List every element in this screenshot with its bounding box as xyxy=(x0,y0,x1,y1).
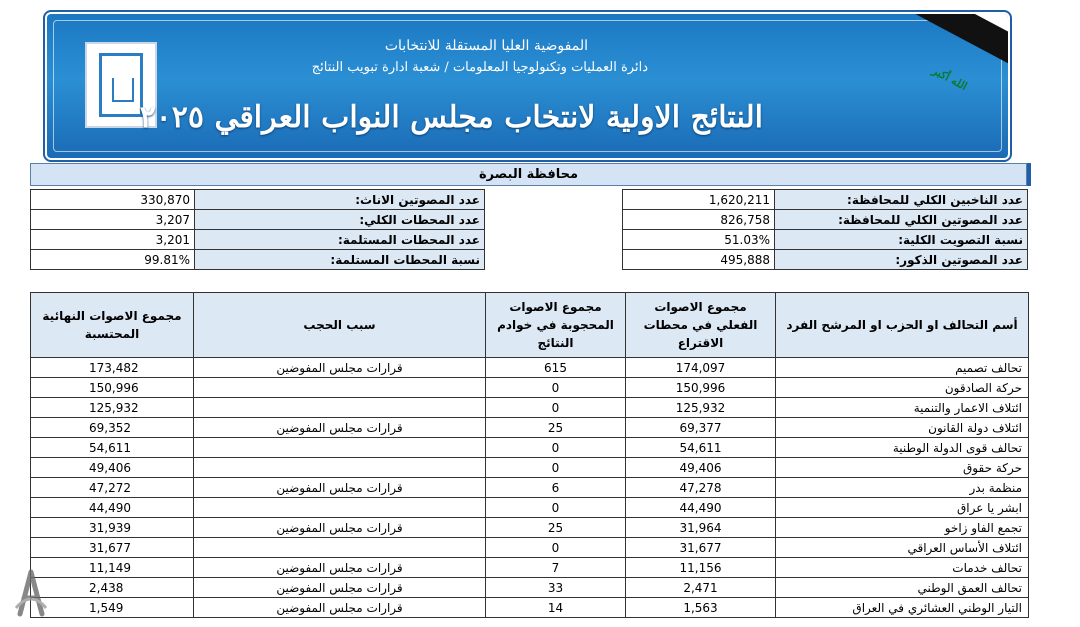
entity-name-cell: تحالف خدمات xyxy=(776,558,1029,578)
summary-row xyxy=(31,250,485,270)
summary-label: عدد المحطات الكلي: xyxy=(195,210,485,230)
final-votes-cell: 150,996 xyxy=(31,378,194,398)
table-row xyxy=(31,418,1029,438)
withheld-votes-cell: 6 xyxy=(486,478,626,498)
summary-label: عدد المصوتين الكلي للمحافظة: xyxy=(775,210,1028,230)
entity-name-cell: تجمع الفاو زاخو xyxy=(776,518,1029,538)
reason-cell: قرارات مجلس المفوضين xyxy=(194,358,486,378)
final-votes-cell: 69,352 xyxy=(31,418,194,438)
summary-label: نسبة المحطات المستلمة: xyxy=(195,250,485,270)
summary-label: عدد المحطات المستلمة: xyxy=(195,230,485,250)
page-title: النتائج الاولية لانتخاب مجلس النواب العراقي ٢٠٢٥ xyxy=(139,100,763,135)
summary-row xyxy=(623,250,1028,270)
table-row xyxy=(31,518,1029,538)
summary-row xyxy=(31,190,485,210)
table-row xyxy=(31,538,1029,558)
actual-votes-cell: 44,490 xyxy=(626,498,776,518)
summary-row xyxy=(623,210,1028,230)
withheld-votes-cell: 7 xyxy=(486,558,626,578)
summary-value: 1,620,211 xyxy=(623,190,775,210)
actual-votes-cell: 125,932 xyxy=(626,398,776,418)
summary-label: نسبة التصويت الكلية: xyxy=(775,230,1028,250)
summary-right-table xyxy=(622,189,1028,270)
actual-votes-cell: 31,677 xyxy=(626,538,776,558)
table-row xyxy=(31,478,1029,498)
summary-value: 3,207 xyxy=(31,210,195,230)
entity-name-cell: تحالف العمق الوطني xyxy=(776,578,1029,598)
final-votes-cell: 44,490 xyxy=(31,498,194,518)
entity-name-cell: تحالف قوى الدولة الوطنية xyxy=(776,438,1029,458)
withheld-votes-cell: 33 xyxy=(486,578,626,598)
actual-votes-cell: 31,964 xyxy=(626,518,776,538)
final-votes-cell: 31,677 xyxy=(31,538,194,558)
actual-votes-cell: 54,611 xyxy=(626,438,776,458)
withheld-votes-cell: 0 xyxy=(486,378,626,398)
table-row xyxy=(31,358,1029,378)
table-row xyxy=(31,438,1029,458)
summary-value: 99.81% xyxy=(31,250,195,270)
province-title: محافظة البصرة xyxy=(30,163,1027,186)
summary-label: عدد المصوتين الاناث: xyxy=(195,190,485,210)
table-row xyxy=(31,458,1029,478)
actual-votes-cell: 47,278 xyxy=(626,478,776,498)
final-votes-cell: 49,406 xyxy=(31,458,194,478)
final-votes-cell: 47,272 xyxy=(31,478,194,498)
header-final-votes: مجموع الاصوات النهائية المحتسبة xyxy=(31,293,194,358)
iraq-flag-icon xyxy=(808,14,1008,160)
reason-cell: قرارات مجلس المفوضين xyxy=(194,518,486,538)
withheld-votes-cell: 0 xyxy=(486,458,626,478)
reason-cell: قرارات مجلس المفوضين xyxy=(194,418,486,438)
final-votes-cell: 11,149 xyxy=(31,558,194,578)
actual-votes-cell: 2,471 xyxy=(626,578,776,598)
entity-name-cell: ائتلاف الأساس العراقي xyxy=(776,538,1029,558)
reason-cell xyxy=(194,378,486,398)
header-reason: سبب الحجب xyxy=(194,293,486,358)
summary-value: 51.03% xyxy=(623,230,775,250)
summary-value: 495,888 xyxy=(623,250,775,270)
reason-cell xyxy=(194,538,486,558)
withheld-votes-cell: 0 xyxy=(486,538,626,558)
withheld-votes-cell: 615 xyxy=(486,358,626,378)
reason-cell xyxy=(194,438,486,458)
summary-label: عدد الناخبين الكلي للمحافظة: xyxy=(775,190,1028,210)
summary-value: 3,201 xyxy=(31,230,195,250)
logo-mark-icon xyxy=(99,53,143,117)
summary-row xyxy=(623,230,1028,250)
department-name: دائرة العمليات وتكنولوجيا المعلومات / شعبة ادارة تبويب النتائج xyxy=(311,60,648,75)
final-votes-cell: 1,549 xyxy=(31,598,194,618)
summary-value: 330,870 xyxy=(31,190,195,210)
entity-name-cell: حركة حقوق xyxy=(776,458,1029,478)
table-row xyxy=(31,598,1029,618)
table-row xyxy=(31,398,1029,418)
entity-name-cell: حركة الصادقون xyxy=(776,378,1029,398)
reason-cell: قرارات مجلس المفوضين xyxy=(194,558,486,578)
summary-row xyxy=(31,210,485,230)
flag-black-band xyxy=(808,14,1008,86)
withheld-votes-cell: 25 xyxy=(486,418,626,438)
actual-votes-cell: 49,406 xyxy=(626,458,776,478)
header-withheld-votes: مجموع الاصوات المحجوبة في خوادم النتائج xyxy=(486,293,626,358)
reason-cell: قرارات مجلس المفوضين xyxy=(194,478,486,498)
header-actual-votes: مجموع الاصوات الفعلي في محطات الاقتراع xyxy=(626,293,776,358)
entity-name-cell: منظمة بدر xyxy=(776,478,1029,498)
entity-name-cell: ائتلاف الاعمار والتنمية xyxy=(776,398,1029,418)
withheld-votes-cell: 0 xyxy=(486,498,626,518)
province-bar-edge xyxy=(1027,163,1031,186)
withheld-votes-cell: 14 xyxy=(486,598,626,618)
withheld-votes-cell: 25 xyxy=(486,518,626,538)
header-entity-name: أسم التحالف او الحزب او المرشح الفرد xyxy=(776,293,1029,358)
summary-left-table xyxy=(30,189,485,270)
table-row xyxy=(31,558,1029,578)
summary-row xyxy=(31,230,485,250)
reason-cell xyxy=(194,498,486,518)
actual-votes-cell: 150,996 xyxy=(626,378,776,398)
actual-votes-cell: 174,097 xyxy=(626,358,776,378)
table-row xyxy=(31,378,1029,398)
reason-cell: قرارات مجلس المفوضين xyxy=(194,598,486,618)
commission-name: المفوضية العليا المستقلة للانتخابات xyxy=(384,38,588,54)
entity-name-cell: ائتلاف دولة القانون xyxy=(776,418,1029,438)
summary-label: عدد المصوتين الذكور: xyxy=(775,250,1028,270)
reason-cell: قرارات مجلس المفوضين xyxy=(194,578,486,598)
actual-votes-cell: 69,377 xyxy=(626,418,776,438)
withheld-votes-cell: 0 xyxy=(486,398,626,418)
table-row xyxy=(31,578,1029,598)
reason-cell xyxy=(194,458,486,478)
actual-votes-cell: 11,156 xyxy=(626,558,776,578)
header-banner xyxy=(45,12,1010,160)
table-row xyxy=(31,498,1029,518)
entity-name-cell: التيار الوطني العشائري في العراق xyxy=(776,598,1029,618)
table-header-row xyxy=(31,293,1029,358)
final-votes-cell: 125,932 xyxy=(31,398,194,418)
entity-name-cell: تحالف تصميم xyxy=(776,358,1029,378)
entity-name-cell: ابشر يا عراق xyxy=(776,498,1029,518)
summary-row xyxy=(623,190,1028,210)
final-votes-cell: 54,611 xyxy=(31,438,194,458)
actual-votes-cell: 1,563 xyxy=(626,598,776,618)
reason-cell xyxy=(194,398,486,418)
final-votes-cell: 31,939 xyxy=(31,518,194,538)
final-votes-cell: 173,482 xyxy=(31,358,194,378)
results-table xyxy=(30,292,1029,618)
final-votes-cell: 2,438 xyxy=(31,578,194,598)
withheld-votes-cell: 0 xyxy=(486,438,626,458)
summary-value: 826,758 xyxy=(623,210,775,230)
watermark-logo-icon xyxy=(6,568,56,618)
flag-takbir: الله أكبر xyxy=(929,63,969,94)
